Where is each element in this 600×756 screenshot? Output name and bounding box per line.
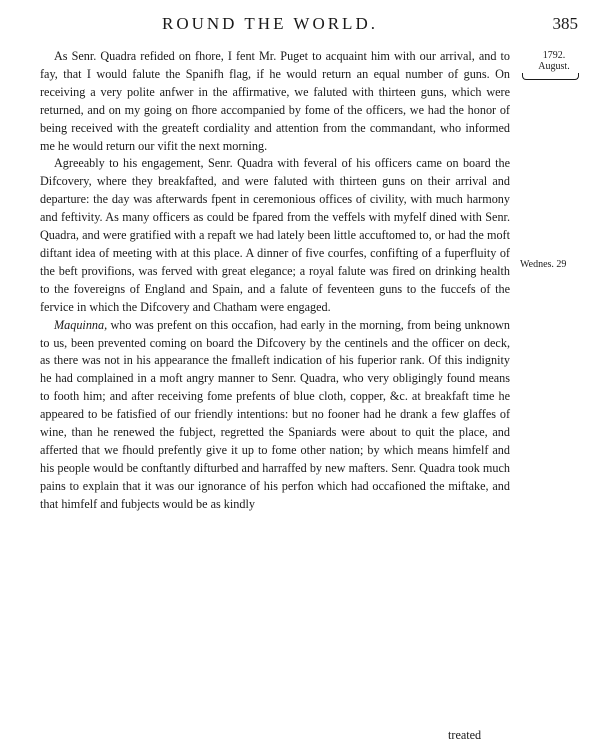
margin-note-day: Wednes. 29 <box>520 259 567 270</box>
catchword: treated <box>448 728 482 742</box>
margin-note-year: 1792. <box>542 50 566 61</box>
paragraph-1: As Senr. Quadra refided on fhore, I fent Mr. Puget to acquaint him with our arrival, and to fay, that I would falute the Spanifh flag, if he would return an equal number of guns. On receiving a very polite anfwer in the affirmative, we faluted with thirteen guns, which were returned, and on my going on fhore accompanied by fome of the officers, we had the honor of being received with the greateft cordiality and attention from the commandant, who informed me he would return our vifit the next morning. <box>40 49 510 153</box>
running-head <box>0 14 600 38</box>
paragraph-3-lead-italic: Maquinna, <box>54 317 108 332</box>
margin-note-date <box>528 50 580 72</box>
margin-brace <box>522 73 579 80</box>
paragraph-3-text: who was prefent on this occafion, had early in the morning, from being unknown to us, been prevented coming on board the Difcovery by the centinels and the officer on deck, as there was not in his appearance the fmalleft indication of his fuperior rank. Of this indignity he had complained in a moft angry manner to Senr. Quadra, who very obligingly found means to footh him; and after receiving fome prefents of blue cloth, copper, &c. at breakfaft time he appeared to be fatisfied of our friendly intentions: but no fooner had he drank a few glaffes of wine, than he renewed the fubject, regretted the Spaniards were about to quit the place, and afferted that we fhould prefently give it up to fome other nation; by which means himfelf and his people would be conftantly difturbed and harraffed by new mafters. Senr. Quadra took much pains to explain that it was our ignorance of his perfon which had occafioned the miftake, and that himfelf and fubjects would be as kindly <box>40 317 510 511</box>
running-title: ROUND THE WORLD. <box>162 14 378 33</box>
page-number: 385 <box>552 14 578 33</box>
paragraph-3 <box>40 317 510 514</box>
margin-note-month: August. <box>538 61 570 72</box>
paragraph-2: Agreeably to his engagement, Senr. Quadra with feveral of his officers came on board the Difcovery, where they breakfafted, and were faluted with thirteen guns on their arrival and departure: the day was afterwards fpent in ceremonious offices of civility, with much harmony and feftivity. As many officers as could be fpared from the veffels with myfelf dined with Senr. Quadra, and were gratified with a repaft we had lately been little accuftomed to, or had the moft diftant idea of meeting with at this place. A dinner of five courfes, confifting of a fuperfluity of the beft provifions, was ferved with great elegance; a royal falute was fired on drinking health to the fovereigns of England and Spain, and a falute of feventeen guns to the fuccefs of the fervice in which the Difcovery and Chatham were engaged. <box>40 156 510 314</box>
body-text <box>40 48 510 514</box>
